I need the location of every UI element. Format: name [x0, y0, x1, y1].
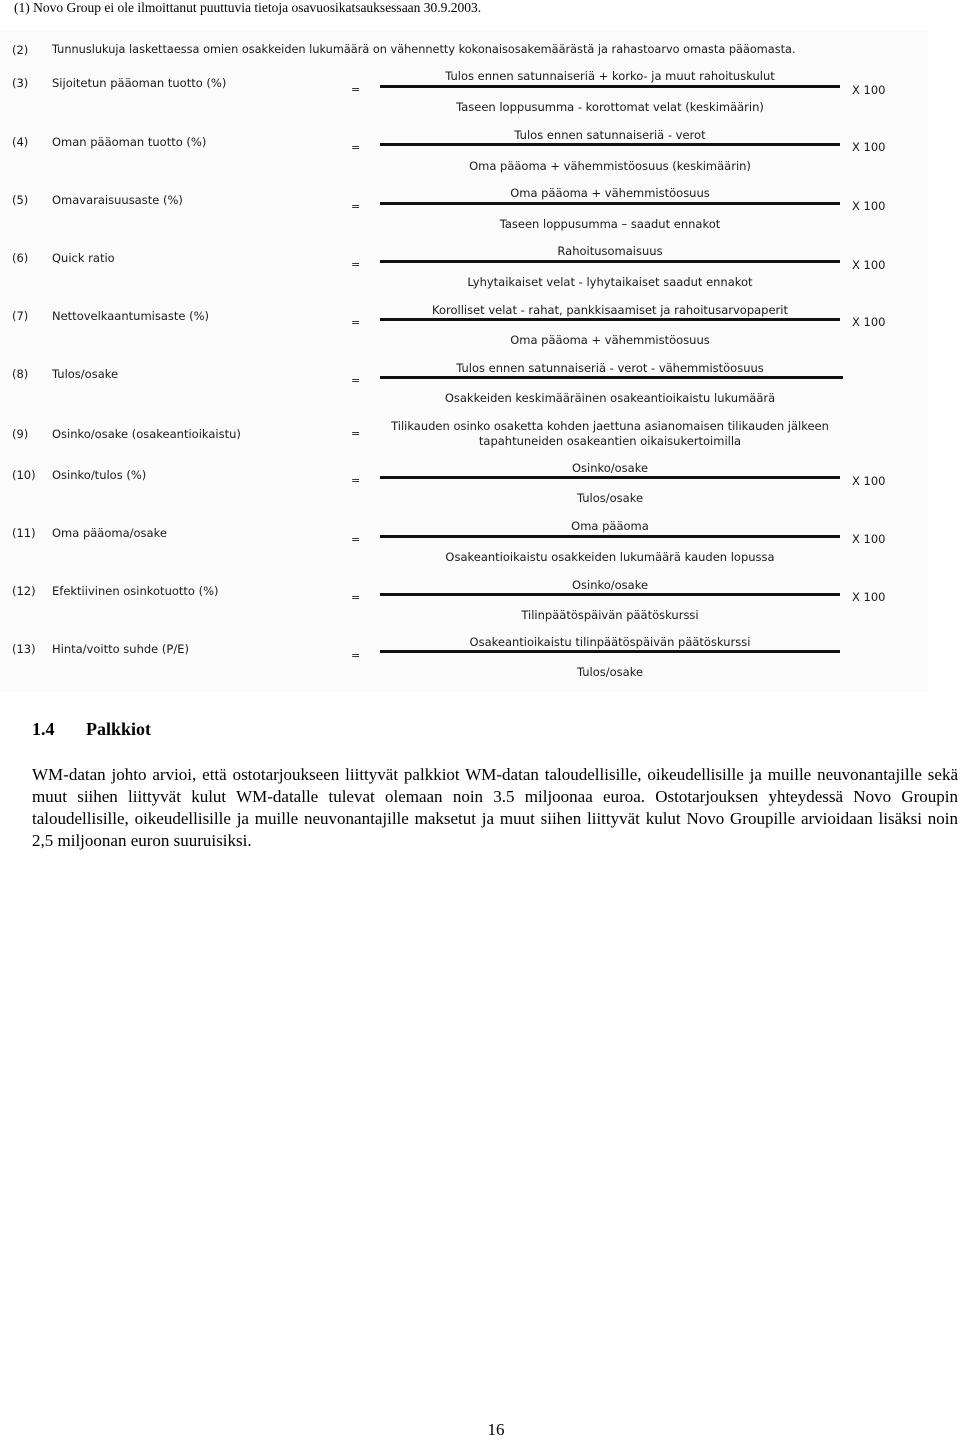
row-number: (10) [12, 468, 36, 482]
numerator: Tulos ennen satunnaiseriä - verot - vähemmistöosuus [456, 361, 764, 375]
row-label: Quick ratio [52, 251, 115, 265]
row-label: Oman pääoman tuotto (%) [52, 135, 207, 149]
numerator: Osinko/osake [571, 461, 649, 475]
fraction-line [380, 85, 840, 88]
denominator: Taseen loppusumma - korottomat velat (keskimäärin) [456, 100, 764, 114]
numerator: Osinko/osake [571, 578, 649, 592]
denominator: Oma pääoma + vähemmistöosuus [510, 333, 710, 347]
row-label: Nettovelkaantumisaste (%) [52, 309, 210, 323]
row-label: Tulos/osake [52, 367, 119, 381]
equals-sign: = [351, 83, 361, 96]
footnote-1: (1) Novo Group ei ole ilmoittanut puuttuvia tietoja osavuosikatsauksessaan 30.9.2003. [14, 0, 482, 15]
denominator: Osakkeiden keskimääräinen osakeantioikaistu lukumäärä [444, 391, 776, 405]
equals-sign: = [351, 427, 361, 440]
definition-line-2: tapahtuneiden osakeantien oikaisukertoimilla [478, 434, 742, 448]
fraction-line [380, 650, 840, 653]
numerator: Oma pääoma [571, 519, 649, 533]
fraction-line [380, 535, 840, 538]
equals-sign: = [351, 141, 361, 154]
fraction-line [380, 260, 840, 263]
row-number: (9) [12, 427, 29, 441]
row-label: Oma pääoma/osake [52, 526, 167, 540]
equals-sign: = [351, 474, 361, 487]
denominator: Tulos/osake [576, 665, 644, 679]
denominator: Lyhytaikaiset velat - lyhytaikaiset saadut ennakot [467, 275, 753, 289]
fraction-line [380, 593, 840, 596]
numerator: Oma pääoma + vähemmistöosuus [510, 186, 710, 200]
row-number: (3) [12, 76, 29, 90]
fraction-line [380, 318, 840, 321]
times-100: X 100 [852, 474, 886, 488]
row-label: Hinta/voitto suhde (P/E) [52, 642, 189, 656]
equals-sign: = [351, 591, 361, 604]
numerator: Rahoitusomaisuus [557, 244, 663, 258]
page-number: 16 [487, 1420, 505, 1439]
body-paragraph: WM-datan johto arvioi, että ostotarjoukseen liittyvät palkkiot WM-datan taloudellisille, oikeudellisille ja muille neuvonantajille sekä muut siihen liittyvät kulut WM-datalle tulevat olemaan noin 3.5 miljoonaa euroa. Ostotarjouksen yhteydessä Novo Groupin taloudellisille, oikeudellisille ja muille neuvonantajille maksetut ja muut siihen liittyvät kulut Novo Groupille arvioidaan lisäksi noin 2,5 miljoonan euron suuruisiksi. [32, 765, 958, 850]
row-label: Omavaraisuusaste (%) [52, 193, 183, 207]
denominator: Tulos/osake [576, 491, 644, 505]
row-label: Sijoitetun pääoman tuotto (%) [52, 76, 227, 90]
denominator: Osakeantioikaistu osakkeiden lukumäärä kauden lopussa [445, 550, 775, 564]
formula-table-image [0, 30, 928, 692]
times-100: X 100 [852, 199, 886, 213]
numerator: Korolliset velat - rahat, pankkisaamiset ja rahoitusarvopaperit [432, 303, 788, 317]
fraction-line [380, 376, 843, 379]
row-number: (5) [12, 193, 29, 207]
times-100: X 100 [852, 140, 886, 154]
times-100: X 100 [852, 532, 886, 546]
equals-sign: = [351, 533, 361, 546]
section-title: Palkkiot [86, 719, 152, 739]
fraction-line [380, 202, 840, 205]
numerator: Osakeantioikaistu tilinpäätöspäivän päätöskurssi [469, 635, 751, 649]
numerator: Tulos ennen satunnaiseriä - verot [514, 128, 706, 142]
row-number: (6) [12, 251, 29, 265]
times-100: X 100 [852, 315, 886, 329]
denominator: Tilinpäätöspäivän päätöskurssi [521, 608, 699, 622]
numerator: Tulos ennen satunnaiseriä + korko- ja muut rahoituskulut [445, 69, 775, 83]
equals-sign: = [351, 649, 361, 662]
row-number: (4) [12, 135, 29, 149]
denominator: Taseen loppusumma – saadut ennakot [499, 217, 721, 231]
note-2-number: (2) [12, 43, 29, 57]
row-number: (11) [12, 526, 36, 540]
equals-sign: = [351, 374, 361, 387]
times-100: X 100 [852, 590, 886, 604]
row-number: (8) [12, 367, 29, 381]
row-number: (12) [12, 584, 36, 598]
fraction-line [380, 476, 840, 479]
times-100: X 100 [852, 83, 886, 97]
section-heading [32, 719, 151, 740]
row-label: Osinko/osake (osakeantioikaistu) [52, 427, 241, 441]
note-2-text: Tunnuslukuja laskettaessa omien osakkeiden lukumäärä on vähennetty kokonaisosakemäärästä ja rahastoarvo omasta pääomasta. [52, 43, 796, 56]
denominator: Oma pääoma + vähemmistöosuus (keskimäärin) [469, 159, 751, 173]
equals-sign: = [351, 258, 361, 271]
section-number: 1.4 [32, 719, 55, 739]
row-label: Osinko/tulos (%) [52, 468, 147, 482]
equals-sign: = [351, 200, 361, 213]
definition-line-1: Tilikauden osinko osaketta kohden jaettuna asianomaisen tilikauden jälkeen [391, 419, 829, 433]
fraction-line [380, 143, 840, 146]
equals-sign: = [351, 316, 361, 329]
times-100: X 100 [852, 258, 886, 272]
row-label: Efektiivinen osinkotuotto (%) [52, 584, 219, 598]
row-number: (7) [12, 309, 29, 323]
row-number: (13) [12, 642, 36, 656]
